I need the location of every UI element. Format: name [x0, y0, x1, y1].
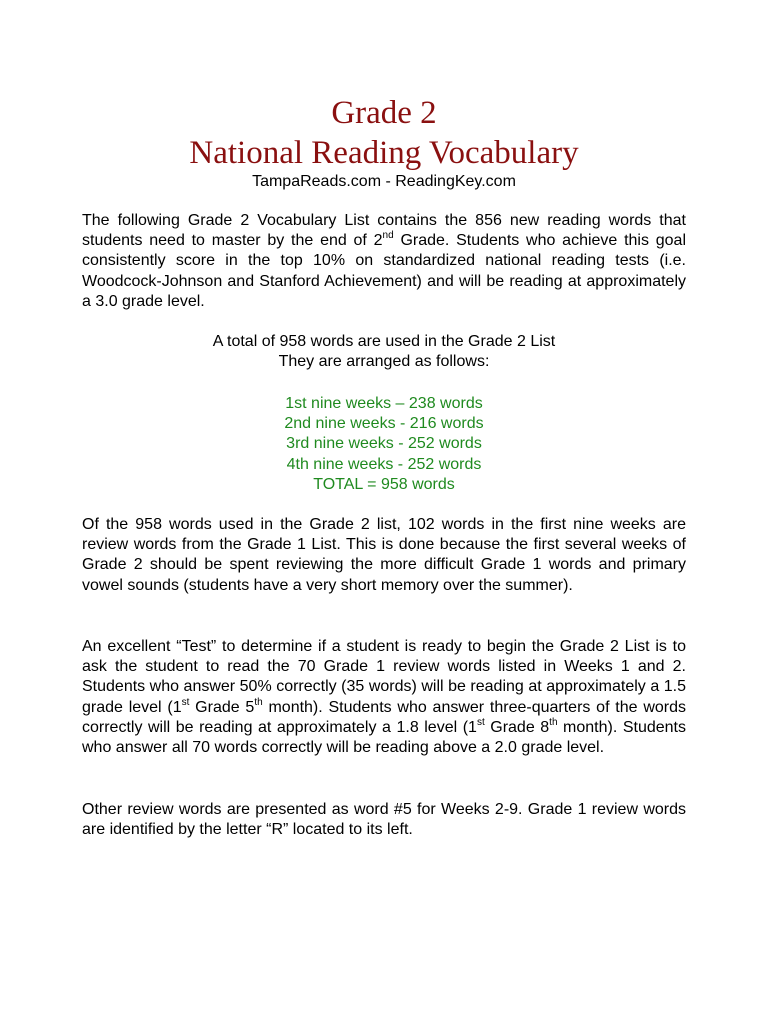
test-sup-d: th — [549, 716, 558, 728]
review-paragraph: Of the 958 words used in the Grade 2 list, 102 words in the first nine weeks are review words from the Grade 1 List. This is done because the first several weeks of Grade 2 should be spent reviewing the more difficult Grade 1 words and primary vowel sounds (students have a very short memory over the summer). — [82, 516, 686, 594]
other-paragraph: Other review words are presented as word #5 for Weeks 2-9. Grade 1 review words are identified by the letter “R” located to its left. — [82, 801, 686, 839]
arranged-line: They are arranged as follows: — [278, 353, 490, 371]
total-summary — [0, 332, 768, 372]
test-sup-b: th — [254, 696, 263, 708]
test-text-c: month). Students who answer three-quarters of the words correctly will be reading at approximately a 1.8 level (1 — [82, 698, 687, 736]
intro-paragraph — [82, 211, 686, 312]
schedule-item: 4th nine weeks - 252 words — [286, 455, 482, 473]
intro-superscript: nd — [382, 230, 394, 242]
schedule-total: TOTAL = 958 words — [313, 475, 455, 493]
test-sup-a: st — [181, 696, 190, 708]
test-sup-c: st — [476, 716, 485, 728]
schedule-item: 3rd nine weeks - 252 words — [286, 435, 482, 453]
test-text-e: month). Students who answer all 70 words correctly will be reading above a 2.0 grade level. — [82, 718, 686, 757]
schedule-item: 1st nine weeks – 238 words — [285, 395, 483, 412]
schedule-list — [0, 394, 768, 495]
test-text-b: Grade 5 — [189, 698, 255, 716]
page-title: Grade 2 — [331, 95, 437, 131]
test-paragraph — [82, 637, 686, 758]
test-text-a: An excellent “Test” to determine if a student is ready to begin the Grade 2 List is to ask the student to read the 70 Grade 1 review words listed in Weeks 1 and 2. Students who answer 50% correctly (35 words) will be reading at approximately a 1.5 grade level (1 — [82, 638, 686, 716]
intro-text-1: The following Grade 2 Vocabulary List contains the 856 new reading words that students need to master by the end of 2 — [82, 212, 686, 250]
schedule-item: 2nd nine weeks - 216 words — [284, 415, 484, 433]
intro-text-2: Grade. Students who achieve this goal consistently score in the top 10% on standardized national reading tests (i.e. Woodcock-Johnson and Stanford Achievement) and will be reading at approximately a 3.0 grade level. — [82, 232, 686, 310]
source-line: TampaReads.com - ReadingKey.com — [252, 173, 516, 190]
page-subtitle-heading: National Reading Vocabulary — [189, 135, 579, 171]
test-text-d: Grade 8 — [484, 718, 550, 736]
total-line: A total of 958 words are used in the Grade 2 List — [212, 333, 556, 350]
